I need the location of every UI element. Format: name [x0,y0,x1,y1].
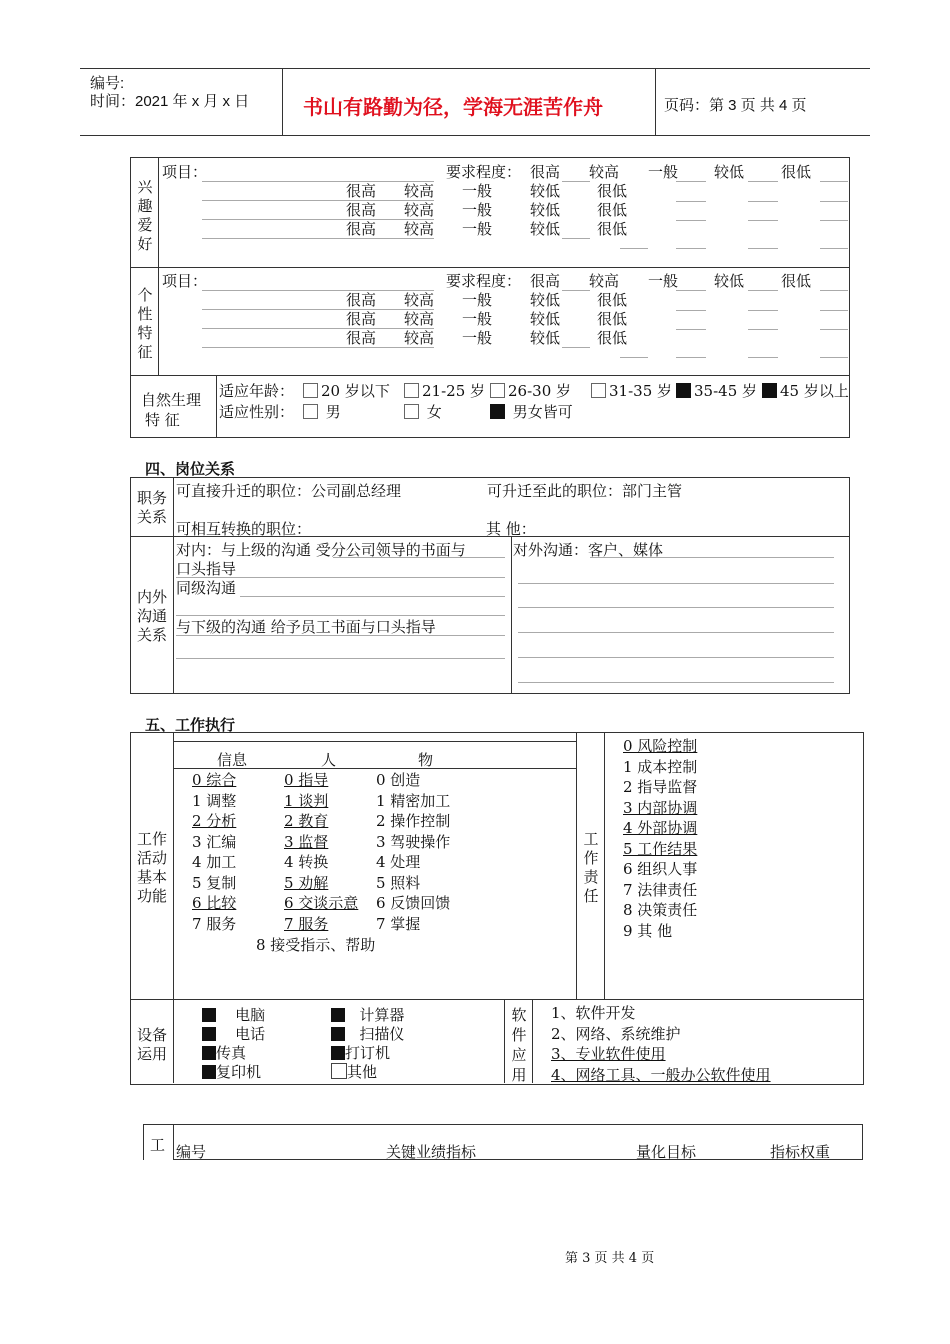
checkbox-checked-icon [331,1046,345,1060]
responsibility-label: 工 作 责 任 [583,830,599,905]
list-item: 2 指导监督 [623,778,698,796]
equipment-item[interactable]: 计算器 [331,1004,404,1025]
list-item: 3 内部协调 [623,798,698,817]
list-item: 6 交谈示意 [284,894,359,912]
level-label: 较高 [404,201,435,219]
age-option[interactable]: 21-25 岁 [404,380,485,401]
checkbox-checked-icon [202,1027,216,1041]
kpi-col-weight: 指标权重 [770,1143,831,1161]
level-label: 一般 [462,182,493,200]
list-item: 3 驾驶操作 [376,832,451,851]
list-item: 7 服务 [284,914,329,933]
level-label: 很高 [346,201,377,219]
level-label: 很高 [346,182,377,200]
list-item: 5 劝解 [284,873,329,892]
doc-time-label: 时间：2021 年 x 月 x 日 [90,93,250,110]
extra-item: 8 接受指示、帮助 [256,936,376,954]
level-label: 很高 [346,291,377,309]
level-label: 一般 [648,272,679,290]
level-label: 较高 [589,272,620,290]
level-label: 很低 [781,163,812,181]
level-label: 较高 [404,310,435,328]
list-item: 0 综合 [192,771,237,789]
communication-label: 内外 沟通 关系 [136,588,167,644]
list-item: 2 分析 [192,812,237,830]
interests-item-label: 项目： [162,163,208,181]
promote-direct: 可直接升迁的职位：公司副总经理 [176,482,402,500]
software-label: 软 件 应 用 [511,1006,527,1084]
level-label: 较低 [714,163,745,181]
level-label: 很低 [597,182,628,200]
level-label: 一般 [648,163,679,181]
level-label: 一般 [462,220,493,238]
motto: 书山有路勤为径，学海无涯苦作舟 [303,95,603,119]
list-item: 6 比较 [192,894,237,912]
internal-up: 对内：与上级的沟通 受分公司领导的书面与 [176,541,466,559]
level-label: 很低 [597,291,628,309]
level-label: 较低 [530,310,561,328]
age-option[interactable]: 45 岁以上 [762,380,849,401]
list-item: 7 法律责任 [623,880,698,899]
equipment-item[interactable]: 扫描仪 [331,1023,404,1044]
section-4-title: 四、岗位关系 [145,460,236,478]
col-info: 信息 [217,751,248,769]
other-position: 其 他： [486,520,536,538]
level-label: 很高 [346,310,377,328]
gender-option[interactable]: 男 [303,401,341,422]
software-list [551,1003,771,1085]
col-person: 人 [321,751,337,769]
list-item: 6 组织人事 [623,860,698,878]
checkbox-icon [303,404,318,419]
level-label: 很高 [346,220,377,238]
level-label: 较低 [530,182,561,200]
checkbox-checked-icon [676,383,691,398]
col-thing: 物 [418,751,434,769]
equipment-item[interactable]: 电话 [202,1023,265,1044]
interests-req-label: 要求程度： [446,163,522,181]
checkbox-checked-icon [490,404,505,419]
list-item: 2 操作控制 [376,812,451,830]
promote-to: 可升迁至此的职位：部门主管 [487,482,683,500]
list-item: 5 复制 [192,873,237,892]
list-item: 4 处理 [376,853,421,871]
age-option[interactable]: 31-35 岁 [591,380,672,401]
list-item: 3、专业软件使用 [551,1045,666,1063]
equipment-item[interactable]: 复印机 [202,1061,261,1082]
level-label: 较高 [404,329,435,347]
level-label: 一般 [462,310,493,328]
list-item: 0 指导 [284,771,329,789]
list-item: 1 精密加工 [376,791,451,810]
list-item: 7 掌握 [376,914,421,933]
list-item: 8 决策责任 [623,901,698,919]
list-item: 4 加工 [192,853,237,871]
equipment-item[interactable]: 打订机 [331,1042,390,1063]
thing-list [376,770,450,934]
physiology-label-2: 特 征 [145,411,180,429]
internal-up-cont: 口头指导 [176,560,237,578]
duty-relation-label: 职务 关系 [136,489,167,526]
level-label: 很高 [530,163,561,181]
checkbox-icon [404,383,419,398]
level-label: 很高 [346,329,377,347]
checkbox-icon [404,404,419,419]
equipment-item[interactable]: 传真 [202,1042,246,1063]
list-item: 1 调整 [192,791,237,810]
kpi-col-kpi: 关键业绩指标 [386,1143,477,1161]
list-item: 6 反馈回馈 [376,894,451,912]
level-label: 很低 [597,310,628,328]
personality-row-label: 个 性 特 征 [137,286,153,361]
level-label: 较高 [404,182,435,200]
personality-req-label: 要求程度： [446,272,522,290]
personality-item-label: 项目： [162,272,208,290]
level-label: 较高 [589,163,620,181]
equipment-item[interactable]: 其他 [331,1061,377,1082]
level-label: 很低 [597,220,628,238]
person-list [284,770,358,934]
doc-number-label: 编号: [90,75,125,92]
physiology-label-1: 自然生理 [141,391,202,409]
age-option[interactable]: 26-30 岁 [490,380,571,401]
level-label: 很低 [597,201,628,219]
list-item: 1 成本控制 [623,757,698,776]
kpi-col-target: 量化目标 [636,1143,697,1161]
level-label: 很高 [530,272,561,290]
equipment-label: 设备 运用 [136,1026,167,1063]
level-label: 较低 [714,272,745,290]
footer-page-number: 第 3 页 共 4 页 [565,1251,655,1266]
level-label: 很低 [597,329,628,347]
list-item: 0 创造 [376,771,421,789]
list-item: 0 风险控制 [623,737,698,755]
level-label: 很低 [781,272,812,290]
level-label: 较低 [530,201,561,219]
checkbox-icon [591,383,606,398]
checkbox-icon [490,383,505,398]
checkbox-icon [331,1063,347,1079]
checkbox-checked-icon [331,1008,345,1022]
section-5-title: 五、工作执行 [145,716,236,734]
checkbox-icon [303,383,318,398]
list-item: 5 工作结果 [623,839,698,858]
level-label: 一般 [462,329,493,347]
list-item: 3 监督 [284,832,329,851]
list-item: 4 转换 [284,853,329,871]
level-label: 较高 [404,291,435,309]
equipment-item[interactable]: 电脑 [202,1004,265,1025]
transfer-position: 可相互转换的职位： [176,520,312,538]
internal-peer: 同级沟通 [176,579,237,597]
level-label: 一般 [462,201,493,219]
kpi-col-no: 编号 [176,1143,207,1161]
responsibility-list [623,736,697,941]
checkbox-checked-icon [202,1046,216,1060]
list-item: 4、网络工具、一般办公软件使用 [551,1065,771,1084]
external-comm: 对外沟通：客户、媒体 [513,541,664,559]
list-item: 4 外部协调 [623,819,698,837]
list-item: 1 谈判 [284,791,329,810]
checkbox-checked-icon [202,1065,216,1079]
gender-option[interactable]: 男女皆可 [490,401,573,422]
activity-label: 工作 活动 基本 功能 [136,830,167,905]
checkbox-checked-icon [331,1027,345,1041]
gender-label: 适应性别： [219,403,295,421]
list-item: 2 教育 [284,812,329,830]
age-option[interactable]: 20 岁以下 [303,380,390,401]
gender-option[interactable]: 女 [404,401,442,422]
level-label: 一般 [462,291,493,309]
checkbox-checked-icon [202,1008,216,1022]
interests-row-label: 兴 趣 爱 好 [137,178,153,253]
level-label: 较低 [530,291,561,309]
age-label: 适应年龄： [219,382,295,400]
age-option[interactable]: 35-45 岁 [676,380,757,401]
kpi-row-label: 工 [150,1136,166,1154]
list-item: 2、网络、系统维护 [551,1024,681,1043]
internal-down: 与下级的沟通 给予员工书面与口头指导 [176,618,436,636]
level-label: 较低 [530,220,561,238]
list-item: 7 服务 [192,914,237,933]
page-indicator: 页码：第 3 页 共 4 页 [664,97,807,114]
level-label: 较低 [530,329,561,347]
list-item: 3 汇编 [192,832,237,851]
list-item: 1、软件开发 [551,1004,636,1022]
level-label: 较高 [404,220,435,238]
list-item: 9 其 他 [623,921,673,940]
checkbox-checked-icon [762,383,777,398]
list-item: 5 照料 [376,873,421,892]
info-list [192,770,236,934]
